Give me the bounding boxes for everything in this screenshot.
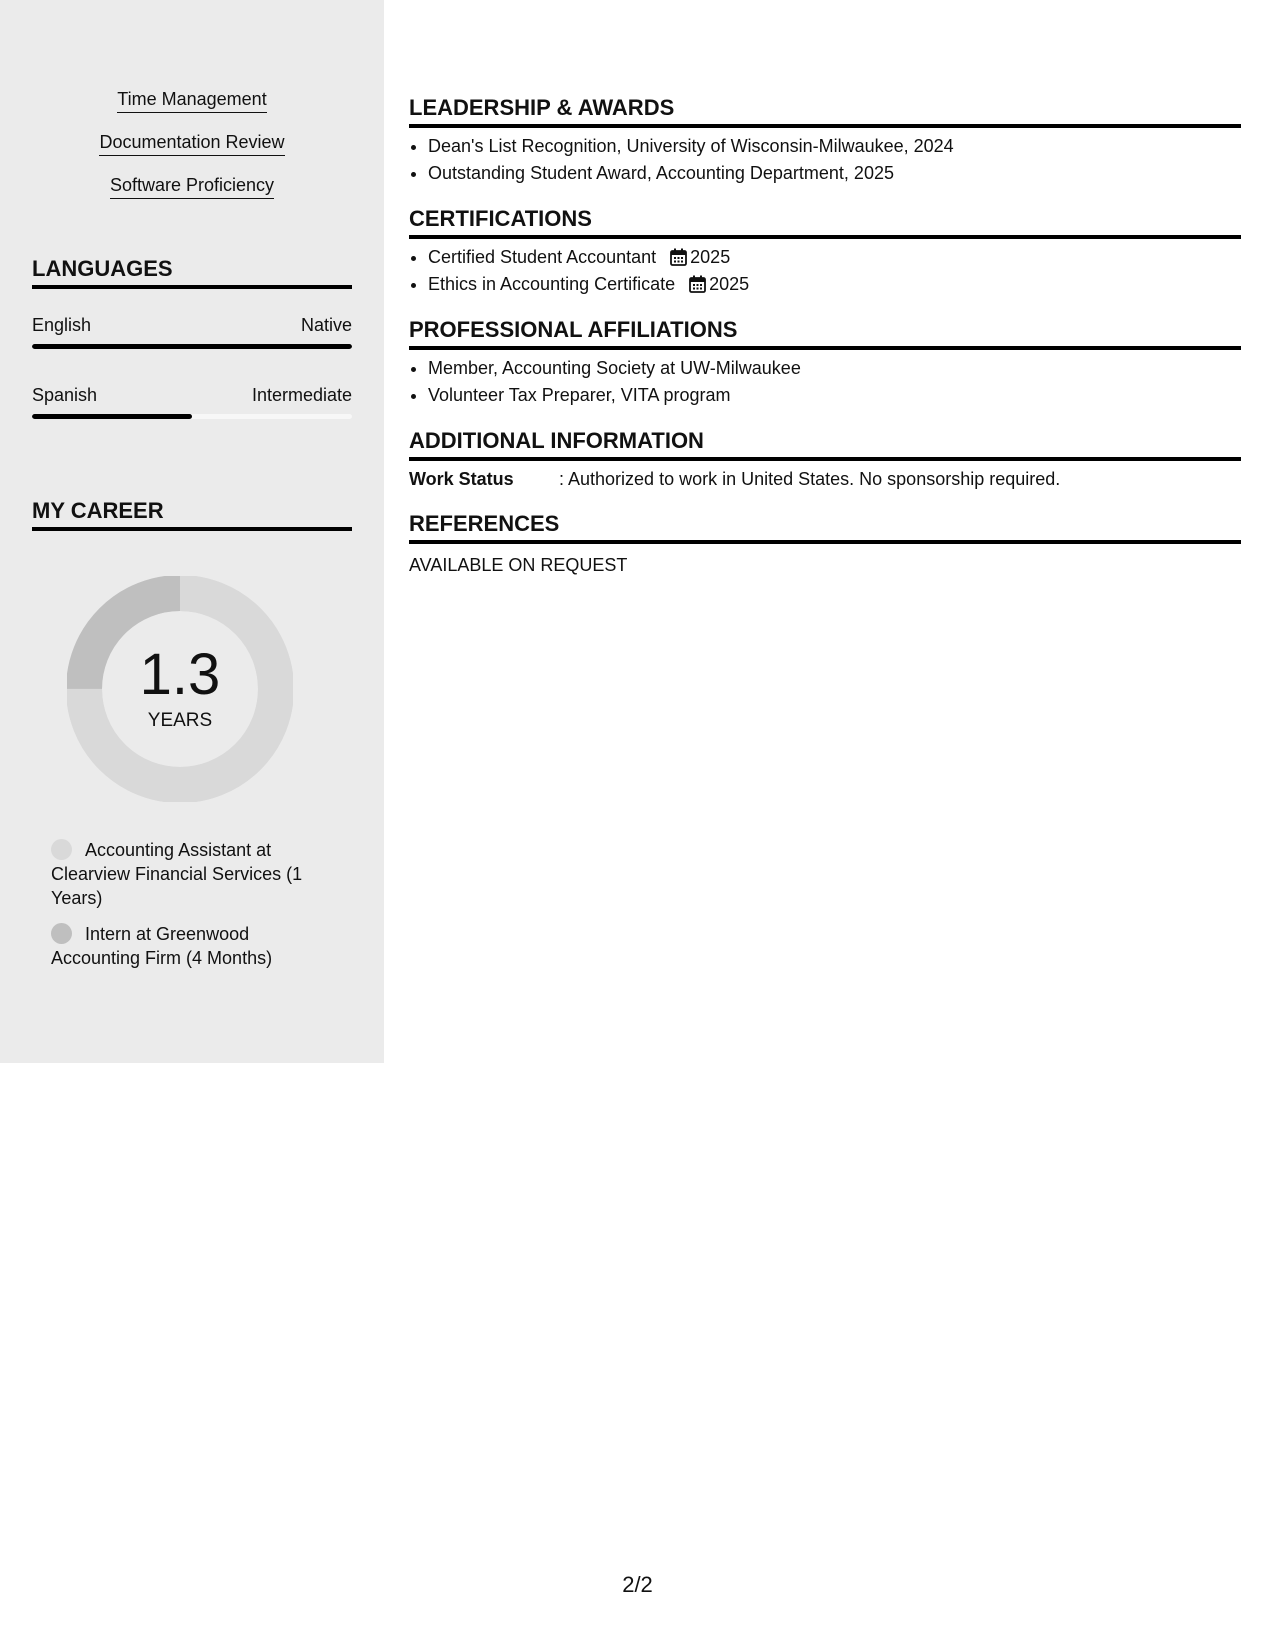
certification-year: 2025 <box>709 274 750 294</box>
language-bar-fill <box>32 344 352 349</box>
language-row-spanish <box>32 383 352 407</box>
list-item <box>428 271 1241 298</box>
language-name: Spanish <box>32 385 98 405</box>
career-legend-label: Accounting Assistant at Clearview Financial Services (1 Years) <box>51 840 303 908</box>
career-legend-label: Intern at Greenwood Accounting Firm (4 Months) <box>51 924 273 968</box>
language-bar-spanish <box>32 414 352 419</box>
references-section <box>409 511 1241 577</box>
skills-list <box>32 88 352 217</box>
section-heading: REFERENCES <box>409 511 1241 544</box>
list-item: • Outstanding Student Award, Accounting Department, 2025 <box>428 160 1241 187</box>
language-bar-fill <box>32 414 192 419</box>
list-item: • Volunteer Tax Preparer, VITA program <box>428 382 1241 409</box>
language-level: Native <box>300 315 352 335</box>
career-legend <box>51 838 326 982</box>
page-number: 2/2 <box>622 1572 653 1597</box>
legend-dot <box>51 923 72 944</box>
section-heading: CERTIFICATIONS <box>409 206 1241 239</box>
certifications-list <box>409 244 1241 298</box>
section-heading: LEADERSHIP & AWARDS <box>409 95 1241 128</box>
certification-year: 2025 <box>690 247 731 267</box>
sidebar <box>0 0 384 1063</box>
work-status-label: Work Status <box>409 469 514 489</box>
skill-item: Documentation Review <box>99 131 284 156</box>
language-name: English <box>32 315 92 335</box>
list-item: • Member, Accounting Society at UW-Milwaukee <box>428 355 1241 382</box>
career-total-value: 1.3 <box>139 642 221 707</box>
leadership-section <box>409 95 1241 187</box>
career-legend-item <box>51 922 326 970</box>
references-text: AVAILABLE ON REQUEST <box>409 555 628 575</box>
section-heading: ADDITIONAL INFORMATION <box>409 428 1241 461</box>
legend-dot <box>51 839 72 860</box>
calendar-icon <box>689 275 706 293</box>
certification-name: Certified Student Accountant <box>428 247 657 267</box>
skill-item: Time Management <box>117 88 266 113</box>
additional-info-section <box>409 428 1241 491</box>
career-total-unit: YEARS <box>147 710 213 731</box>
work-status-value: : Authorized to work in United States. No sponsorship required. <box>559 469 1061 489</box>
work-status-row <box>409 467 1241 491</box>
section-heading: PROFESSIONAL AFFILIATIONS <box>409 317 1241 350</box>
list-item <box>428 244 1241 271</box>
certification-name: Ethics in Accounting Certificate <box>428 274 676 294</box>
certifications-section <box>409 206 1241 298</box>
affiliations-list <box>409 355 1241 409</box>
affiliations-section <box>409 317 1241 409</box>
leadership-list <box>409 133 1241 187</box>
career-total <box>67 576 293 802</box>
calendar-icon <box>670 248 687 266</box>
language-bar-english <box>32 344 352 349</box>
language-row-english <box>32 313 352 337</box>
skill-item: Software Proficiency <box>110 174 274 199</box>
career-heading: MY CAREER <box>32 498 352 531</box>
languages-heading: LANGUAGES <box>32 256 352 289</box>
career-legend-item <box>51 838 326 910</box>
language-level: Intermediate <box>251 385 352 405</box>
list-item: • Dean's List Recognition, University of Wisconsin-Milwaukee, 2024 <box>428 133 1241 160</box>
